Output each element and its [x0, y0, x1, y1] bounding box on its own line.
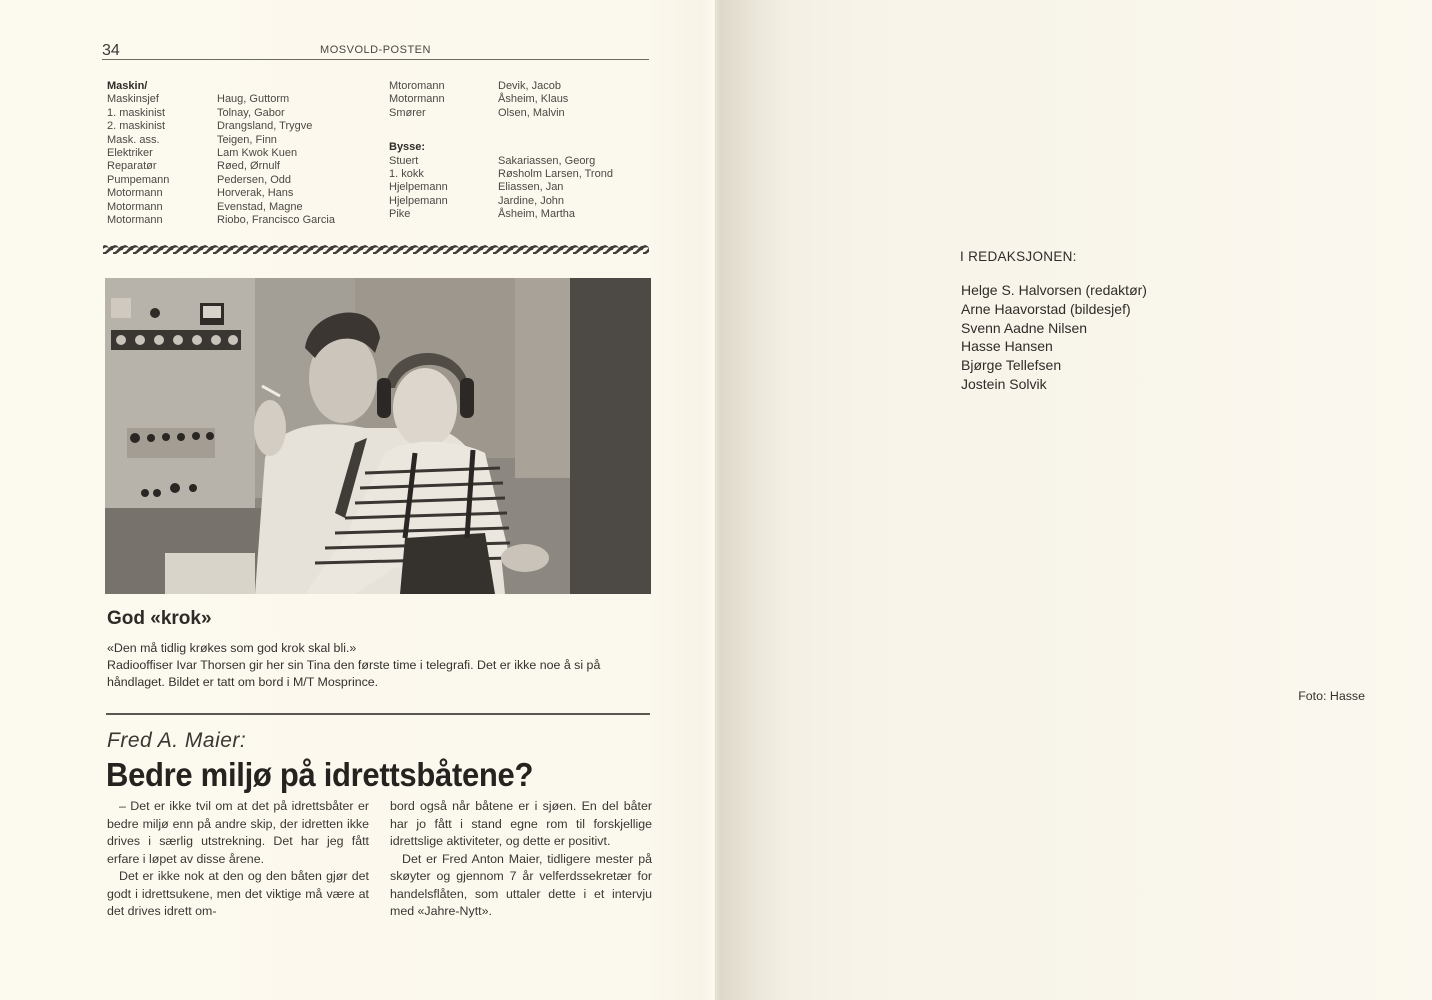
staff-member: Svenn Aadne Nilsen: [961, 319, 1088, 336]
caption-body: [107, 640, 649, 691]
crew-name: Riobo, Francisco Garcia: [217, 213, 335, 226]
crew-row: [107, 93, 335, 106]
section-title: Bysse:: [389, 141, 426, 154]
crew-role: Motormann: [389, 93, 445, 106]
article-paragraph: – Det er ikke tvil om at det på idrettsbåter er bedre miljø enn på andre skip, der idretten ikke drives i særlig utstrekning. Det har jeg fått erfare i løpet av disse årene.: [107, 799, 369, 866]
crew-name: Teigen, Finn: [217, 133, 277, 146]
crew-row: [107, 214, 335, 227]
section-title: Maskin/: [107, 80, 148, 92]
crew-name: Lam Kwok Kuen: [217, 146, 298, 159]
crew-name: Jardine, John: [498, 194, 565, 207]
crew-name: Haug, Guttorm: [217, 93, 290, 106]
crew-role: Pumpemann: [107, 173, 170, 186]
caption-title: God «krok»: [107, 608, 212, 629]
crew-row: [107, 134, 335, 147]
spacer: [389, 120, 613, 141]
section-divider-rule: [106, 713, 650, 715]
crew-list-machine: [107, 80, 335, 227]
crew-row: [107, 107, 335, 120]
crew-name: Horverak, Hans: [217, 187, 294, 200]
article-headline: Bedre miljø på idrettsbåtene?: [106, 756, 534, 794]
crew-role: Maskinsjef: [107, 93, 159, 106]
crew-row: [389, 181, 613, 194]
crew-row: [107, 147, 335, 160]
crew-name: Eliassen, Jan: [498, 181, 564, 194]
article-paragraph: Det er Fred Anton Maier, tidligere mester på skøyter og gjennom 7 år velferdssekretær for handelsflåten, som uttaler dette i et intervju med «Jahre-Nytt».: [390, 851, 652, 918]
staff-member: Bjørge Tellefsen: [961, 357, 1062, 374]
crew-role: Reparatør: [107, 160, 157, 173]
crew-name: Åsheim, Martha: [498, 208, 576, 221]
crew-role: Stuert: [389, 154, 419, 167]
crew-row: [107, 120, 335, 133]
crew-name: Røed, Ørnulf: [217, 160, 280, 173]
right-page: [718, 0, 1432, 1000]
photo-radio-officer-and-child: [105, 278, 651, 594]
crew-row: [389, 80, 613, 93]
crew-role: Elektriker: [107, 146, 153, 159]
article-paragraph: bord også når båtene er i sjøen. En del båter har jo fått i stand egne rom til forskjellige idrettslige aktiviteter, og dette er positivt.: [390, 799, 652, 848]
caption-quote: «Den må tidlig krøkes som god krok skal bli.»: [107, 641, 357, 655]
crew-role: Mask. ass.: [107, 133, 160, 146]
crew-name: Olsen, Malvin: [498, 106, 565, 119]
crew-row: [107, 160, 335, 173]
staff-member: Jostein Solvik: [961, 375, 1047, 392]
crew-role: Hjelpemann: [389, 181, 448, 194]
crew-row: [389, 195, 613, 208]
crew-role: Motormann: [107, 200, 163, 213]
caption-text: Radiooffiser Ivar Thorsen gir her sin Tina den første time i telegrafi. Det er ikke noe å si på håndlaget. Bildet er tatt om bord i M/T Mosprince.: [107, 658, 601, 689]
article-paragraph: Det er ikke nok at den og den båten gjør det godt i idrettsukene, men det viktige må være at det drives idrett om-: [107, 869, 369, 918]
crew-row: [389, 107, 613, 120]
crew-name: Røsholm Larsen, Trond: [498, 167, 613, 180]
crew-role: Mtoromann: [389, 80, 445, 92]
running-head: MOSVOLD-POSTEN: [320, 44, 431, 56]
page-number: 34: [102, 42, 120, 59]
crew-row: [389, 208, 613, 221]
crew-row: [107, 187, 335, 200]
crew-row: [389, 93, 613, 106]
article-column-2: [390, 798, 652, 921]
editorial-staff-title: I REDAKSJONEN:: [960, 249, 1077, 264]
crew-name: Devik, Jacob: [498, 80, 561, 92]
crew-role: 1. kokk: [389, 167, 424, 180]
staff-member: Hasse Hansen: [961, 338, 1053, 355]
crew-role: Motormann: [107, 187, 163, 200]
rope-divider-ornament: [103, 243, 649, 255]
crew-role: 1. maskinist: [107, 106, 166, 119]
crew-role: Hjelpemann: [389, 194, 448, 207]
staff-member: Helge S. Halvorsen (redaktør): [961, 282, 1147, 298]
crew-name: Pedersen, Odd: [217, 173, 291, 186]
crew-role: Smører: [389, 106, 426, 119]
crew-row: [107, 201, 335, 214]
photo-credit: Foto: Hasse: [1298, 689, 1365, 703]
crew-role: 2. maskinist: [107, 120, 166, 133]
crew-row: [107, 174, 335, 187]
page-header: [102, 42, 649, 60]
crew-name: Åsheim, Klaus: [498, 93, 569, 106]
crew-name: Sakariassen, Georg: [498, 154, 596, 167]
crew-name: Tolnay, Gabor: [217, 106, 285, 119]
crew-role: Pike: [389, 208, 411, 221]
crew-role: Motormann: [107, 213, 163, 226]
crew-list-galley: [389, 80, 613, 222]
crew-row: [389, 155, 613, 168]
crew-name: Drangsland, Trygve: [217, 120, 313, 133]
crew-row: [389, 168, 613, 181]
editorial-staff-list: [961, 281, 1147, 394]
article-byline: Fred A. Maier:: [107, 729, 247, 752]
article-column-1: [107, 798, 369, 921]
staff-member: Arne Haavorstad (bildesjef): [961, 300, 1131, 317]
crew-name: Evenstad, Magne: [217, 200, 303, 213]
